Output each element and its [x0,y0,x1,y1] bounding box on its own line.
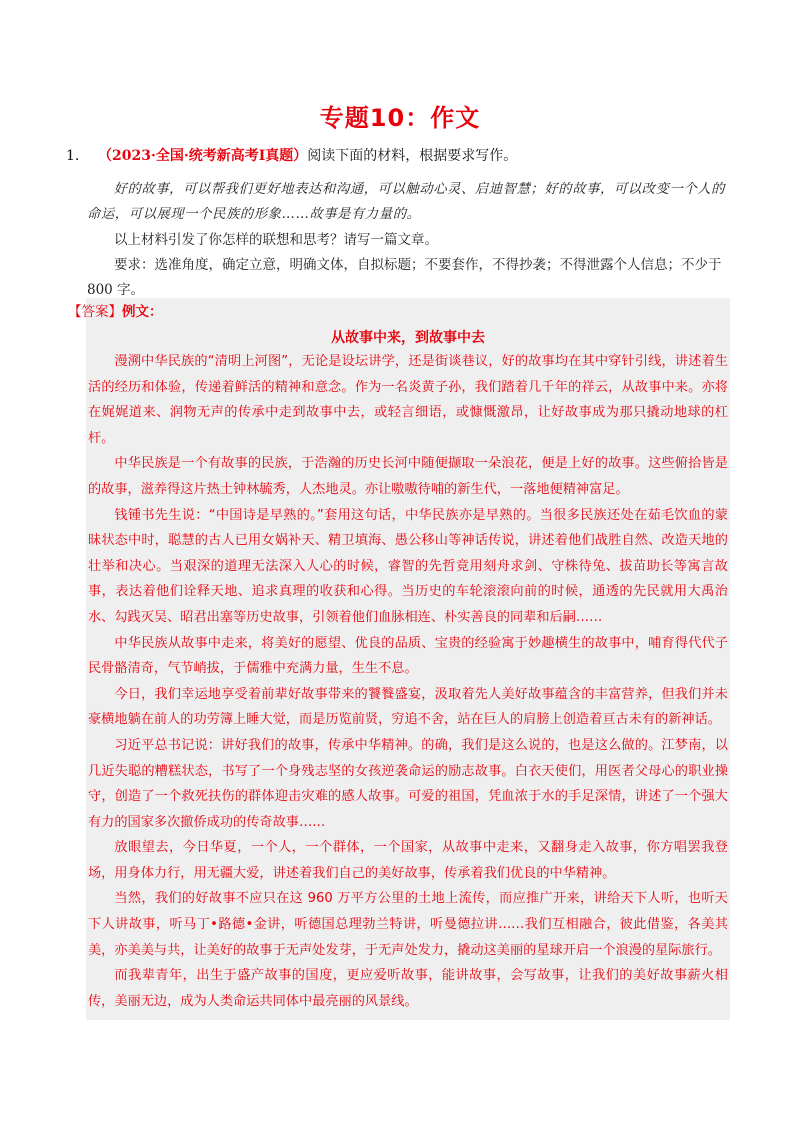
question-number: 1. [66,148,80,164]
essay-paragraph: 钱锺书先生说：“中国诗是早熟的。”套用这句话，中华民族亦是早熟的。当很多民族还处在茹毛饮血的蒙昧状态中时，聪慧的古人已用女娲补天、精卫填海、愚公移山等神话传说，讲述着他们战胜自然、改造天地的壮举和决心。当艰深的道理无法深入人心的时候，睿智的先哲竟用刻舟求剑、守株待兔、拔苗助长等寓言故事，表达着他们诠释天地、追求真理的收获和心得。当历史的车轮滚滚向前的时候，通透的先民就用大禹治水、勾践灭吴、昭君出塞等历史故事，引领着他们血脉相连、朴实善良的同辈和后嗣…… [88,507,728,625]
reading-material: 好的故事，可以帮我们更好地表达和沟通，可以触动心灵、启迪智慧；好的故事，可以改变一个人的命运，可以展现一个民族的形象……故事是有力量的。 [87,182,726,222]
writing-prompt [87,228,733,303]
essay-paragraph: 放眼望去，今日华夏，一个人，一个群体，一个国家，从故事中走来，又翻身走入故事，你方唱罢我登场，用身体力行，用无疆大爱，讲述着我们自己的美好故事，传承着我们优良的中华精神。 [88,840,728,881]
essay-paragraph: 漫溯中华民族的“清明上河图”，无论是设坛讲学，还是街谈巷议，好的故事均在其中穿针引线，讲述着生活的经历和体验，传递着鲜活的精神和意念。作为一名炎黄子孙，我们踏着几千年的祥云，从故事中来。亦将在娓娓道来、润物无声的传承中走到故事中去，或轻言细语，或慷慨激昂，让好故事成为那只撬动地球的杠杆。 [88,354,728,446]
prompt-requirements: 要求：选准角度，确定立意，明确文体，自拟标题；不要套作，不得抄袭；不得泄露个人信息；不少于 800 字。 [87,257,722,298]
page-title: 专题10：作文 [319,104,481,132]
essay-body [88,349,728,1014]
prompt-line: 以上材料引发了你怎样的联想和思考？请写一篇文章。 [114,232,438,248]
essay-paragraph: 今日，我们幸运地享受着前辈好故事带来的饕餮盛宴，汲取着先人美好故事蕴含的丰富营养，但我们并未豪横地躺在前人的功劳簿上睡大觉，而是历览前贤，穷追不舍，站在巨人的肩膀上创造着亘古未有的新神话。 [88,686,728,728]
question-header [66,145,736,165]
essay-paragraph: 而我辈青年，出生于盛产故事的国度，更应爱听故事，能讲故事，会写故事，让我们的美好故事薪火相传，美丽无边，成为人类命运共同体中最亮丽的风景线。 [88,968,728,1009]
essay-paragraph: 中华民族是一个有故事的民族，于浩瀚的历史长河中随便撷取一朵浪花，便是上好的故事。这些俯拾皆是的故事，滋养得这片热土钟林毓秀，人杰地灵。亦让嗷嗷待哺的新生代，一落地便精神富足。 [88,456,728,497]
answer-label: 【答案】 [68,304,122,320]
sample-label: 例文： [122,304,163,320]
essay-title: 从故事中来，到故事中去 [331,330,485,346]
answer-header [68,300,163,320]
essay-paragraph: 习近平总书记说：讲好我们的故事，传承中华精神。的确，我们是这么说的，也是这么做的。江梦南，以几近失聪的糟糕状态，书写了一个身残志坚的女孩逆袭命运的励志故事。白衣天使们，用医者父母心的职业操守，创造了一个救死扶伤的群体迎击灾难的感人故事。可爱的祖国，凭血浓于水的手足深情，讲述了一个强大有力的国家多次撤侨成功的传奇故事…… [88,737,728,830]
essay-paragraph: 当然，我们的好故事不应只在这 960 万平方公里的土地上流传，而应推广开来，讲给天下人听，也听天下人讲故事，听马丁•路德•金讲，听德国总理勃兰特讲，听曼德拉讲……我们互相融合，彼此借鉴，各美其美，亦美美与共，让美好的故事于无声处发芽，于无声处发力，撬动这美丽的星球开启一个浪漫的星际旅行。 [88,891,728,958]
question-source: （2023·全国·统考新高考Ⅰ真题） [98,148,308,164]
essay-paragraph: 中华民族从故事中走来，将美好的愿望、优良的品质、宝贵的经验寓于妙趣横生的故事中，哺育得代代子民骨骼清奇，气节峭拔，于儒雅中充满力量，生生不息。 [88,635,728,677]
question-instruction: 阅读下面的材料，根据要求写作。 [307,148,518,164]
